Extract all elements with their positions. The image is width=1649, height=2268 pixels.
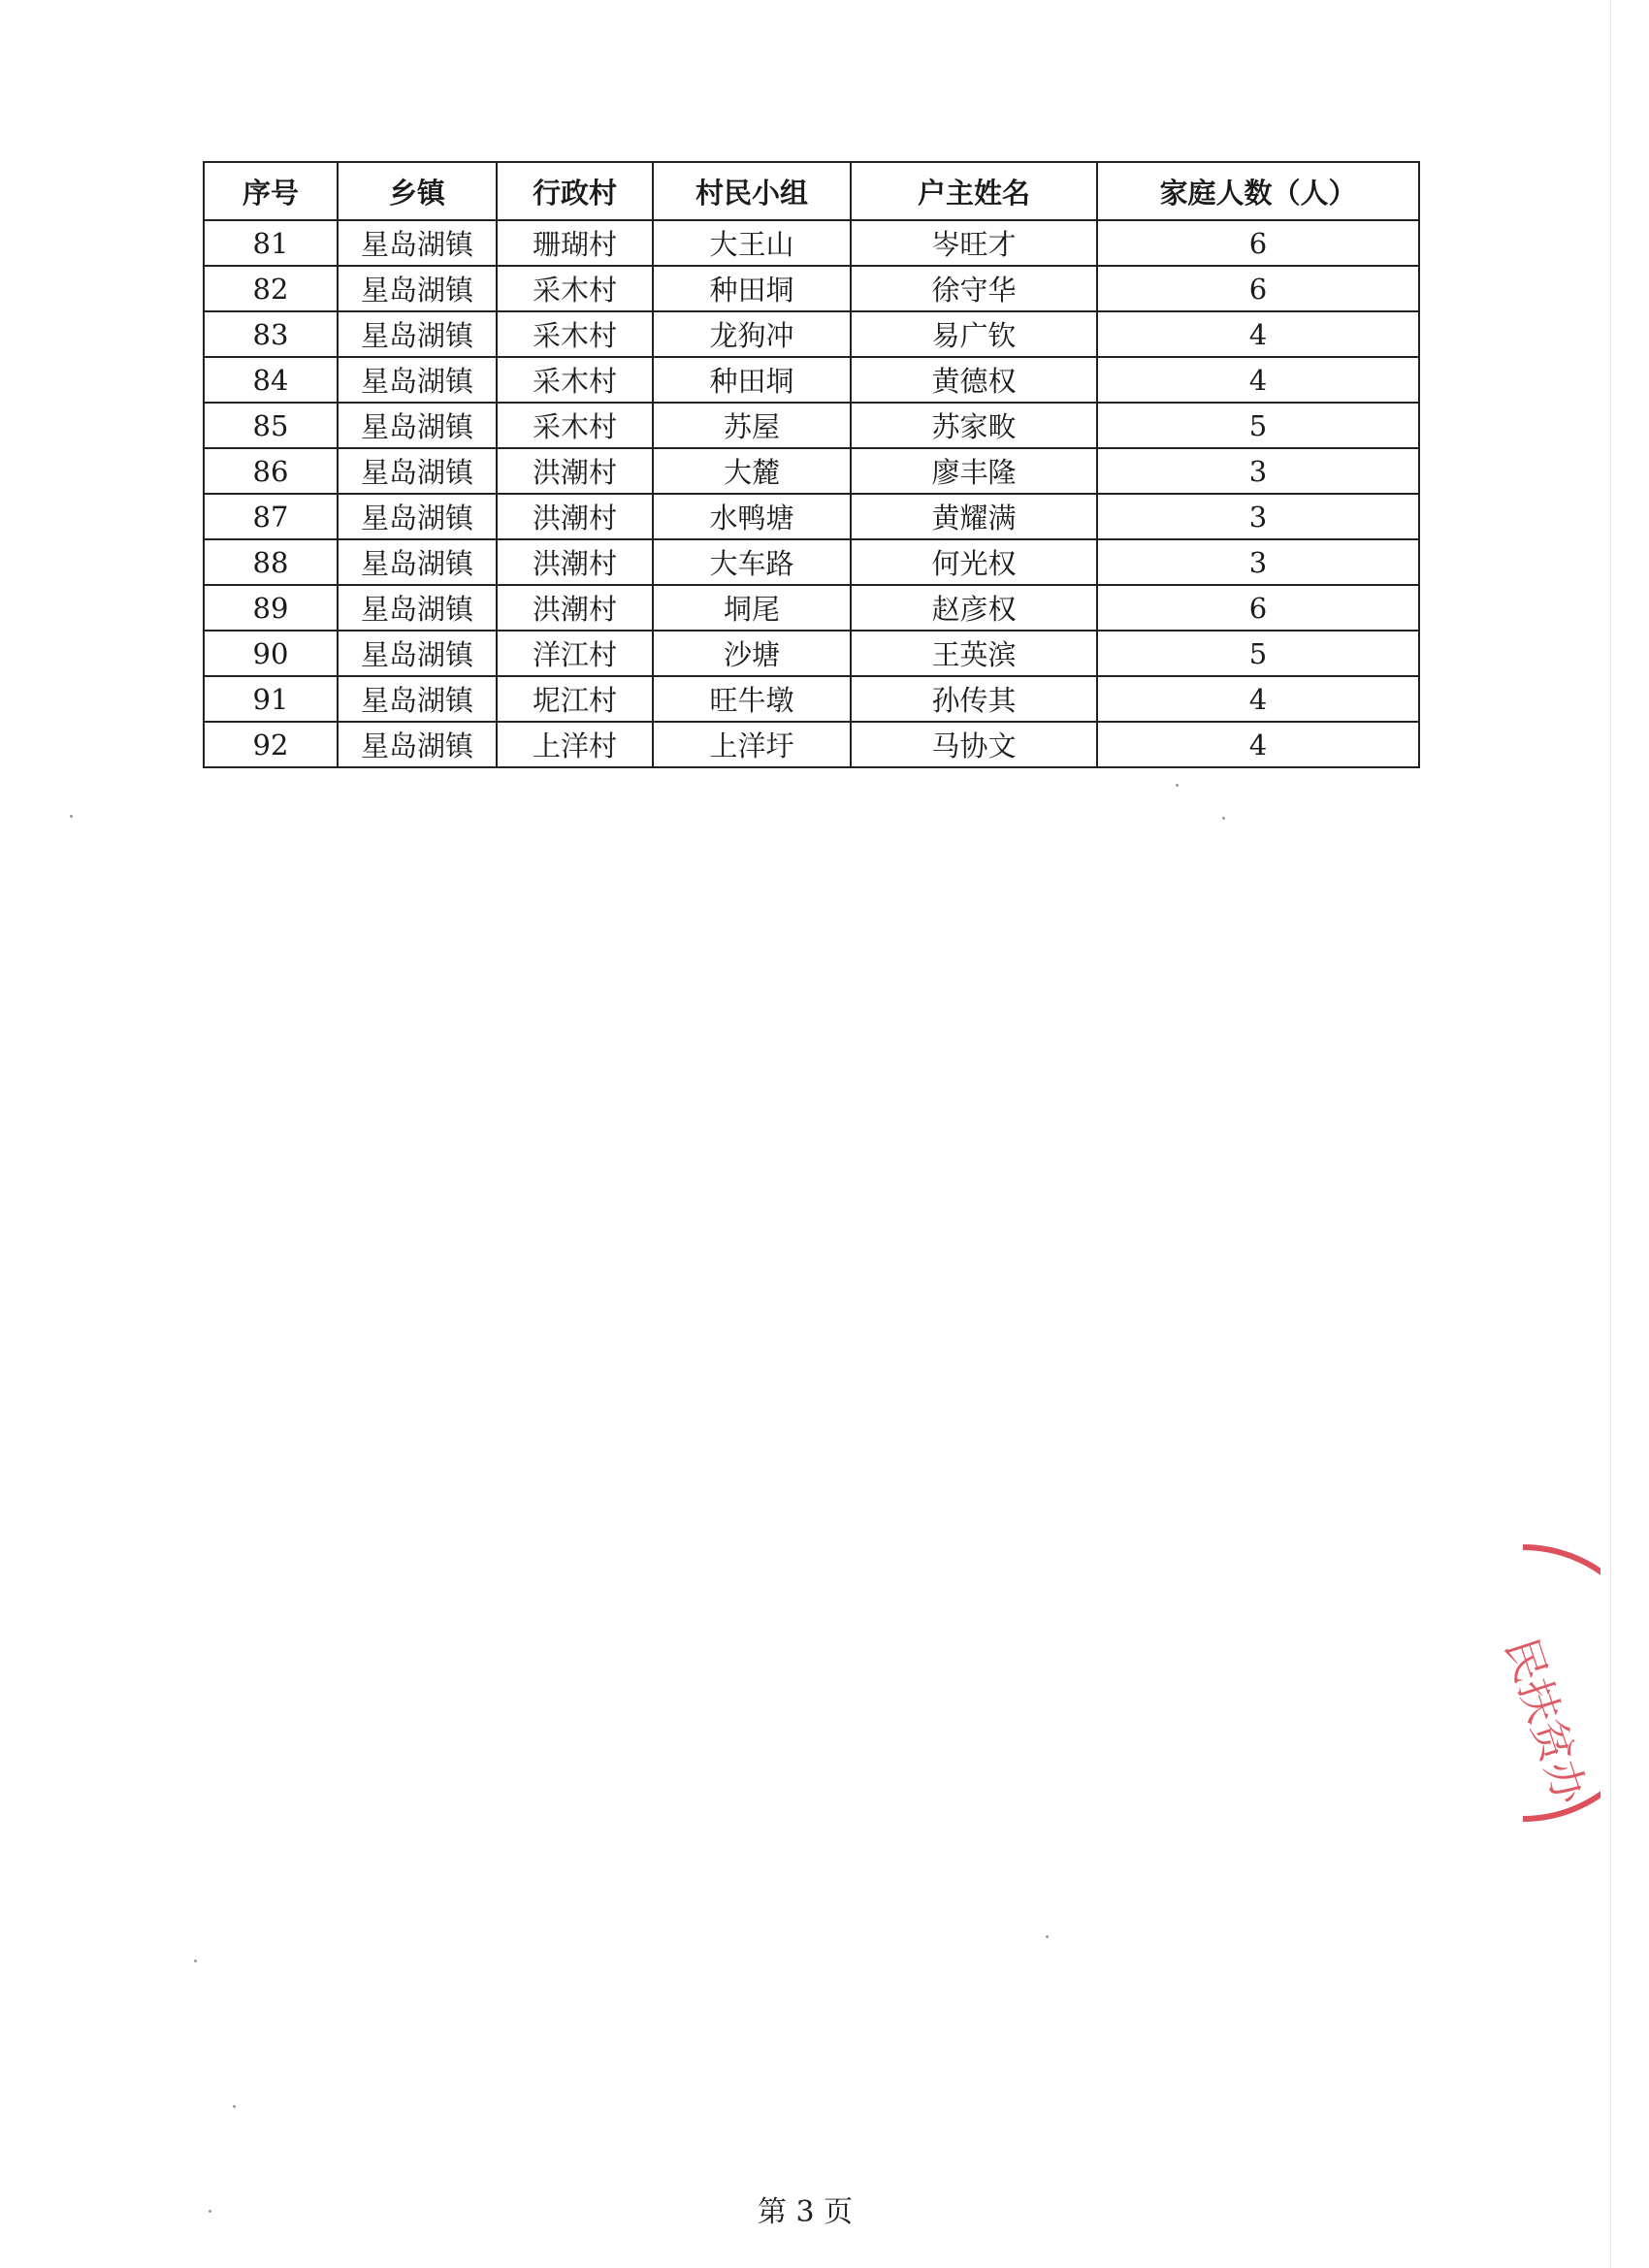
- table-cell: 采木村: [497, 403, 653, 448]
- table-cell: 4: [1097, 311, 1419, 357]
- table-cell: 珊瑚村: [497, 220, 653, 266]
- table-cell: 5: [1097, 631, 1419, 676]
- table-cell: 91: [204, 676, 338, 722]
- table-cell: 6: [1097, 585, 1419, 631]
- table-cell: 马协文: [851, 722, 1097, 767]
- scan-speck: [70, 815, 73, 818]
- table-cell: 岑旺才: [851, 220, 1097, 266]
- table-cell: 星岛湖镇: [338, 676, 497, 722]
- table-cell: 上洋村: [497, 722, 653, 767]
- table-cell: 88: [204, 539, 338, 585]
- household-table: [203, 161, 1420, 768]
- page-edge: [1610, 0, 1611, 2268]
- table-cell: 苏屋: [653, 403, 851, 448]
- table-row: [204, 676, 1419, 722]
- table-cell: 81: [204, 220, 338, 266]
- table-cell: 采木村: [497, 311, 653, 357]
- table-cell: 何光权: [851, 539, 1097, 585]
- table-cell: 星岛湖镇: [338, 403, 497, 448]
- table-cell: 86: [204, 448, 338, 494]
- table-cell: 大王山: [653, 220, 851, 266]
- table-cell: 黄德权: [851, 357, 1097, 403]
- column-header: 家庭人数（人）: [1097, 162, 1419, 220]
- table-cell: 坭江村: [497, 676, 653, 722]
- scan-speck: [233, 2105, 236, 2108]
- table-cell: 92: [204, 722, 338, 767]
- table-cell: 87: [204, 494, 338, 539]
- table-cell: 星岛湖镇: [338, 631, 497, 676]
- table-cell: 星岛湖镇: [338, 311, 497, 357]
- table-row: [204, 266, 1419, 311]
- table-cell: 83: [204, 311, 338, 357]
- table-cell: 89: [204, 585, 338, 631]
- table-cell: 星岛湖镇: [338, 357, 497, 403]
- table-cell: 种田垌: [653, 266, 851, 311]
- table-cell: 龙狗冲: [653, 311, 851, 357]
- table-cell: 5: [1097, 403, 1419, 448]
- table-header-row: [204, 162, 1419, 220]
- table-row: [204, 220, 1419, 266]
- table-cell: 3: [1097, 539, 1419, 585]
- table-row: [204, 722, 1419, 767]
- table-cell: 4: [1097, 357, 1419, 403]
- table-cell: 6: [1097, 220, 1419, 266]
- table-cell: 3: [1097, 494, 1419, 539]
- table-cell: 星岛湖镇: [338, 266, 497, 311]
- table-cell: 星岛湖镇: [338, 448, 497, 494]
- table-cell: 洪潮村: [497, 585, 653, 631]
- table-cell: 孙传其: [851, 676, 1097, 722]
- table-row: [204, 357, 1419, 403]
- table-cell: 星岛湖镇: [338, 722, 497, 767]
- table-cell: 84: [204, 357, 338, 403]
- table-cell: 上洋圩: [653, 722, 851, 767]
- page-number: 第 3 页: [757, 2195, 854, 2229]
- scan-speck: [209, 2210, 211, 2213]
- table-row: [204, 494, 1419, 539]
- table-cell: 王英滨: [851, 631, 1097, 676]
- table-cell: 种田垌: [653, 357, 851, 403]
- table-cell: 85: [204, 403, 338, 448]
- scan-speck: [194, 1960, 197, 1962]
- table-cell: 82: [204, 266, 338, 311]
- table-cell: 徐守华: [851, 266, 1097, 311]
- table-cell: 洪潮村: [497, 494, 653, 539]
- table-cell: 4: [1097, 676, 1419, 722]
- table-cell: 90: [204, 631, 338, 676]
- table-cell: 星岛湖镇: [338, 539, 497, 585]
- table-cell: 星岛湖镇: [338, 220, 497, 266]
- table-row: [204, 403, 1419, 448]
- column-header: 乡镇: [338, 162, 497, 220]
- column-header: 村民小组: [653, 162, 851, 220]
- table-row: [204, 539, 1419, 585]
- table-cell: 廖丰隆: [851, 448, 1097, 494]
- table-cell: 3: [1097, 448, 1419, 494]
- table-cell: 易广钦: [851, 311, 1097, 357]
- table-cell: 旺牛墩: [653, 676, 851, 722]
- official-seal: [1445, 1528, 1600, 1838]
- column-header: 序号: [204, 162, 338, 220]
- scan-speck: [1176, 784, 1179, 787]
- scan-speck: [1046, 1935, 1049, 1938]
- table-cell: 苏家畋: [851, 403, 1097, 448]
- table-row: [204, 585, 1419, 631]
- table-row: [204, 311, 1419, 357]
- table-cell: 大车路: [653, 539, 851, 585]
- table-cell: 水鸭塘: [653, 494, 851, 539]
- column-header: 户主姓名: [851, 162, 1097, 220]
- table-cell: 黄耀满: [851, 494, 1097, 539]
- scan-speck: [1222, 817, 1225, 820]
- table-cell: 星岛湖镇: [338, 585, 497, 631]
- table-row: [204, 448, 1419, 494]
- table-cell: 洋江村: [497, 631, 653, 676]
- table-cell: 6: [1097, 266, 1419, 311]
- seal-text: 民扶贫办: [1496, 1632, 1595, 1810]
- table-cell: 洪潮村: [497, 539, 653, 585]
- table-cell: 4: [1097, 722, 1419, 767]
- table-cell: 赵彦权: [851, 585, 1097, 631]
- table-row: [204, 631, 1419, 676]
- table-cell: 采木村: [497, 357, 653, 403]
- table-cell: 采木村: [497, 266, 653, 311]
- table-cell: 洪潮村: [497, 448, 653, 494]
- table-cell: 沙塘: [653, 631, 851, 676]
- table-cell: 大麓: [653, 448, 851, 494]
- table-body: [204, 220, 1419, 767]
- column-header: 行政村: [497, 162, 653, 220]
- table-cell: 星岛湖镇: [338, 494, 497, 539]
- table-cell: 垌尾: [653, 585, 851, 631]
